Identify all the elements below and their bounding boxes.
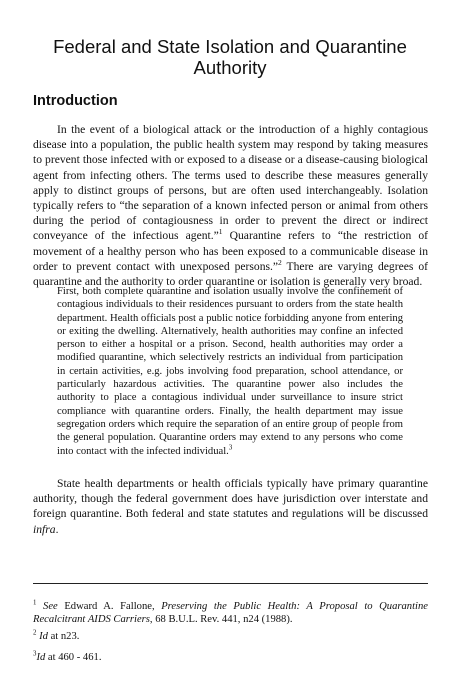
intro-paragraph [33,122,428,289]
block-quote-text: First, both complete quarantine and isolation usually involve the confinement of contagious individuals to their residences pursuant to orders from the state health department. Health officials post a public notice forbidding anyone from entering or exiting the dwelling. Alternatively, health authorities may confine an infected person to either a hospital or a prison. Second, health authorities may order a modified quarantine, which selectively restricts an individual from participation in certain activities, e.g. jobs involving food preparation, school attendance, or particularly hazardous activities. The quarantine power also includes the authority to place a contagious individual under surveillance to insure strict compliance with quarantine orders. Finally, the health department may issue segregation orders which require the separation of an entire group of people from the general population. Quarantine orders may extend to any persons who come into contact with the infected individual. [57,286,403,457]
section-heading: Introduction [33,93,118,109]
footnote-3-id: Id [36,652,46,663]
footnote-1-number: 1 [33,599,37,607]
footnote-1-citation: , 68 B.U.L. Rev. 441, n24 (1988). [149,614,293,626]
footnote-divider [33,583,428,584]
second-paragraph-end: . [55,522,59,536]
footnote-ref-2: 2 [278,257,282,267]
footnote-1-author: Edward A. Fallone, [57,601,162,612]
footnote-2-number: 2 [33,629,37,637]
footnote-3 [33,651,428,664]
footnote-1-see: See [43,601,58,612]
second-paragraph [33,476,428,537]
footnote-2-id: Id [39,631,48,642]
intro-paragraph-part2: Quarantine refers to “the restriction of movement of a healthy person who has been exposed to a communicable disease in order to prevent contact with unexposed persons.” [33,229,428,273]
footnote-1 [33,600,428,627]
second-paragraph-text: State health departments or health officials typically have primary quarantine authority, though the federal government does have jurisdiction over interstate and foreign quarantine. Both federal and state statutes and regulations will be discussed [33,477,428,521]
footnote-ref-1: 1 [218,227,223,237]
intro-paragraph-part1: In the event of a biological attack or the introduction of a highly contagious disease into a population, the public health system may respond by taking measures to prevent those infected with or exposed to a disease or a disease-causing biological agent from infecting others. The terms used to describe these measures generally apply to distinct groups of persons, but are often used interchangeably. Isolation typically refers to “the separation of a known infected person or animal from others during the period of contagiousness in order to prevent the direct or indirect conveyance of the infectious agent.” [33,123,428,243]
intro-paragraph-part3: There are varying degrees of quarantine and the authority to order quarantine or isolation is generally very broad. [33,259,428,289]
footnote-2 [33,630,428,643]
footnote-2-text: at n23. [47,631,80,642]
footnote-ref-3: 3 [228,444,233,452]
footnote-3-number: 3 [33,650,37,658]
footnote-3-text: at 460 - 461. [45,652,102,663]
block-quote [57,285,403,458]
document-title: Federal and State Isolation and Quarantine Authority [53,36,407,78]
footnote-1-article-title: Preserving the Public Health: A Proposal to Quarantine Recalcitrant AIDS Carriers [33,601,428,626]
infra-italic: infra [33,522,56,536]
